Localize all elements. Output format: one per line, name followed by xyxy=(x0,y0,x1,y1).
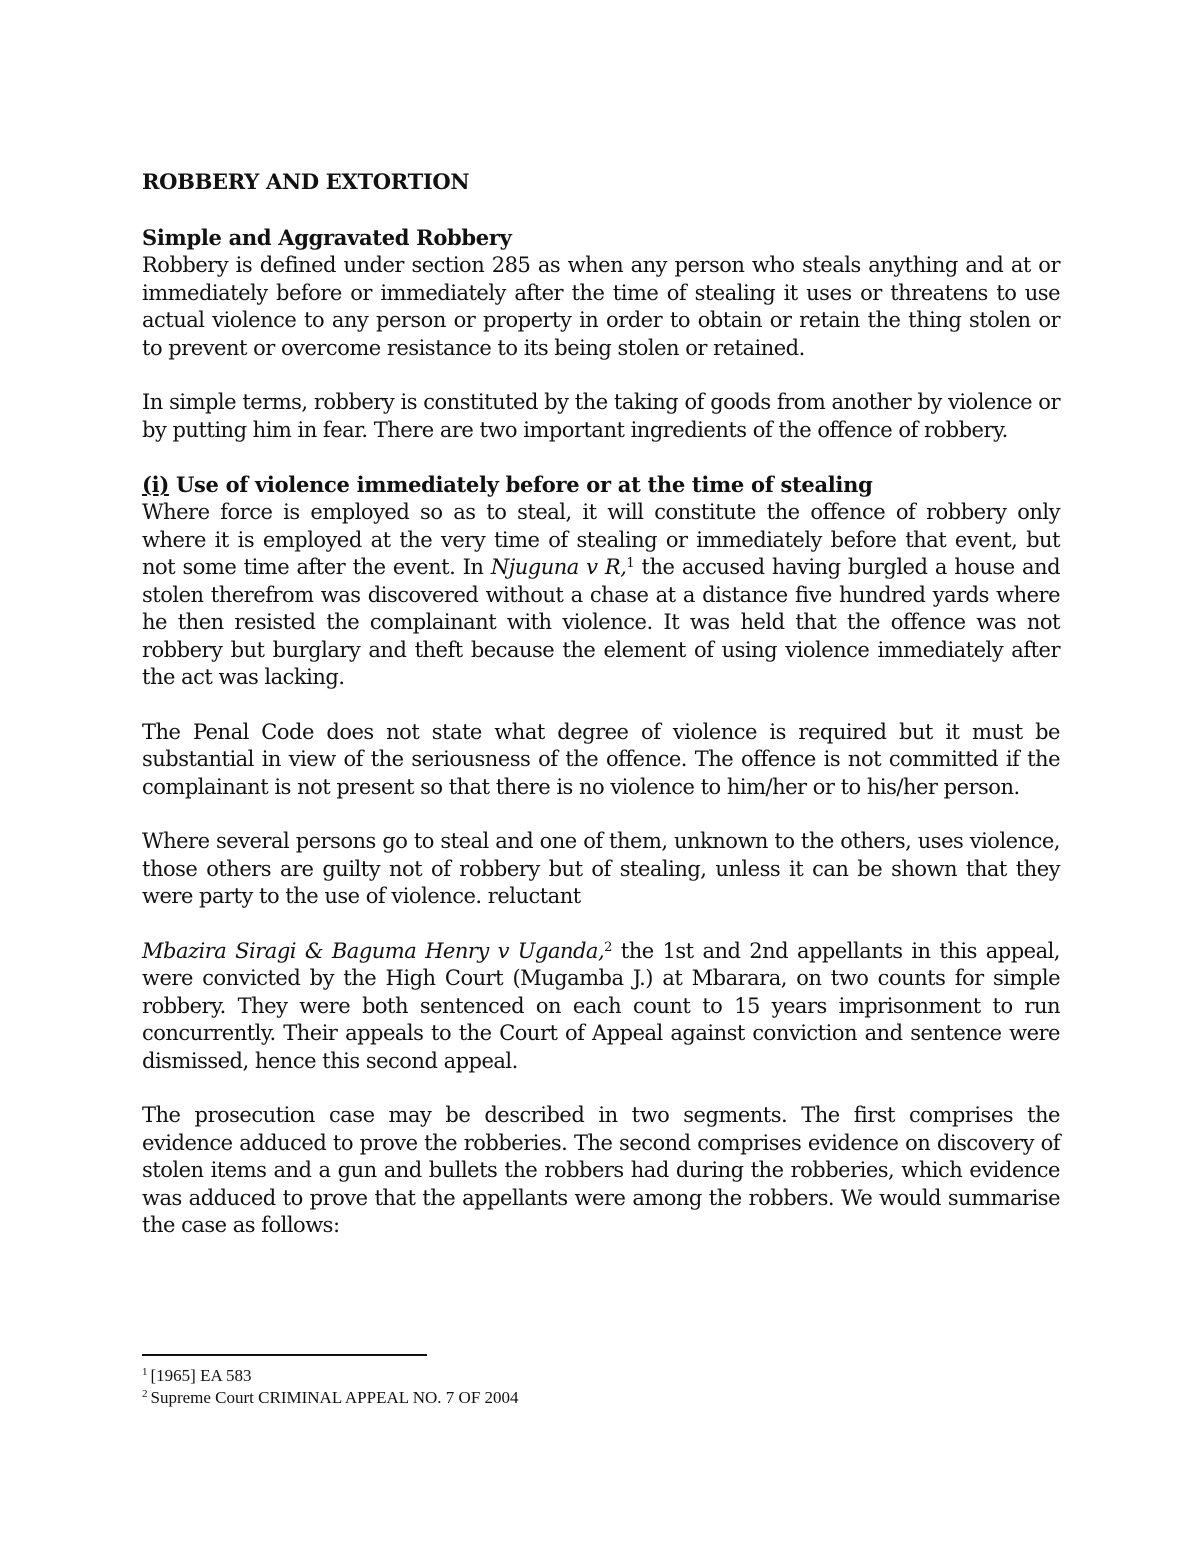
heading-marker: (i) xyxy=(142,472,169,497)
footnote-separator xyxy=(142,1354,427,1356)
footnote-number: 2 xyxy=(142,1388,148,1400)
paragraph-prosecution-case: The prosecution case may be described in two segments. The first comprises the evidence adduced to prove the robberies. The second comprises evidence on discovery of stolen items and a gun and bullets the robbers had during the robberies, which evidence was adduced to prove that the appellants were among the robbers. We would summarise the case as follows: xyxy=(142,1103,1060,1237)
footnote-text: Supreme Court CRIMINAL APPEAL NO. 7 OF 2004 xyxy=(150,1388,519,1407)
paragraph-penal-code: The Penal Code does not state what degree of violence is required but it must be substantial in view of the seriousness of the offence. The offence is not committed if the complainant is not present so that there is no violence to him/her or to his/her person. xyxy=(142,719,1060,799)
document-title: ROBBERY AND EXTORTION xyxy=(142,169,470,194)
footnote-1 xyxy=(142,1365,1042,1387)
case-name-njuguna: Njuguna v R, xyxy=(490,555,627,579)
footnote-2 xyxy=(142,1387,1042,1409)
footnotes xyxy=(142,1365,1042,1409)
footnote-text: [1965] EA 583 xyxy=(150,1366,252,1385)
paragraph-simple-terms: In simple terms, robbery is constituted by the taking of goods from another by violence or by putting him in fear. There are two important ingredients of the offence of robbery. xyxy=(142,390,1060,442)
document-body xyxy=(142,168,1060,1240)
paragraph-text: the accused having burgled a house and stolen therefrom was discovered without a chase at a distance five hundred yards where he then resisted the complainant with violence. It was held that the offence was not robbery but burglary and theft because the element of using violence immediately after the act was lacking. xyxy=(142,555,1061,689)
footnote-ref-1[interactable]: 1 xyxy=(626,556,635,571)
section-heading-simple-aggravated: Simple and Aggravated Robbery xyxy=(142,225,512,250)
case-name-mbazira: Mbazira Siragi & Baguma Henry v Uganda, xyxy=(142,938,605,963)
paragraph-several-persons: Where several persons go to steal and one of them, unknown to the others, uses violence, those others are guilty not of robbery but of stealing, unless it can be shown that they were party to the use of violence. reluctant xyxy=(142,829,1060,908)
heading-text: Use of violence immediately before or at the time of stealing xyxy=(168,472,873,497)
paragraph-robbery-definition: Robbery is defined under section 285 as when any person who steals anything and at or immediately before or immediately after the time of stealing it uses or threatens to use actual violence to any person or property in order to obtain or retain the thing stolen or to prevent or overcome resistance to its being stolen or retained. xyxy=(142,253,1060,360)
section-heading-use-of-violence xyxy=(142,471,1060,499)
paragraph-text: the 1st and 2nd appellants in this appeal, were convicted by the High Court (Mugamba J.) at Mbarara, on two counts for simple robbery. They were both sentenced on each count to 15 years imprisonment to run concurrently. Their appeals to the Court of Appeal against conviction and sentence were dismissed, hence this second appeal. xyxy=(142,938,1060,1073)
paragraph-mbazira-case xyxy=(142,938,1060,1076)
footnote-number: 1 xyxy=(142,1366,148,1378)
footnote-ref-2[interactable]: 2 xyxy=(604,939,612,955)
paragraph-force-employed xyxy=(142,499,1060,692)
paragraph-text: Where force is employed so as to steal, it will constitute the offence of robbery only where it is employed at the very time of stealing or immediately before that event, but not some time after the event. In xyxy=(142,500,1060,579)
